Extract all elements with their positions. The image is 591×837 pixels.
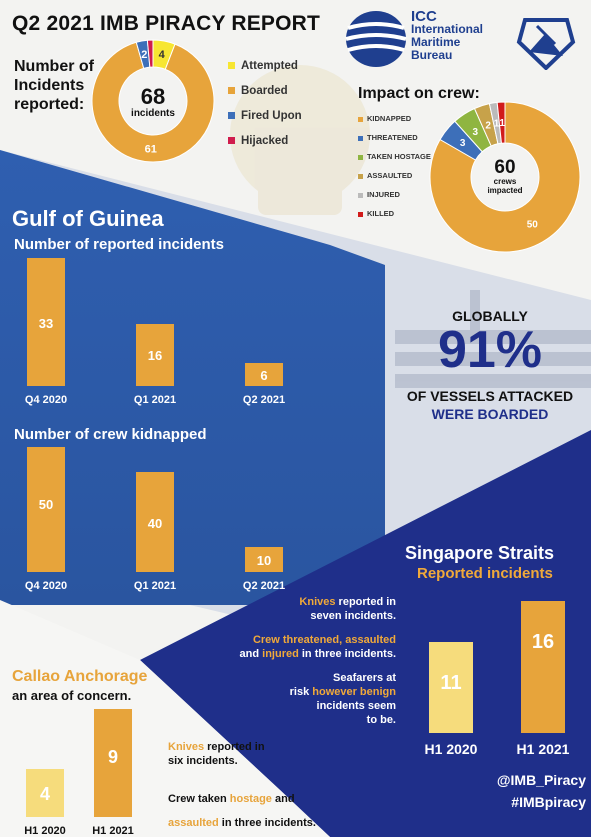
note-text: seven incidents. [310,610,396,622]
note-text: risk [289,686,313,698]
note-line [168,792,368,806]
x-tick-q2-2021: Q2 2021 [242,580,286,592]
slice-label-killed: 1 [499,118,505,130]
note-text: to be. [366,714,396,726]
gulf-kidnapped-chart [0,445,330,590]
x-tick-q4-2020: Q4 2020 [24,394,68,406]
icc-globe-icon [345,10,407,68]
logo-icc: ICC [411,8,437,25]
note-text: and [239,648,263,660]
legend-label: ASSAULTED [367,171,413,180]
bar-value-q2-2021: 6 [260,367,268,383]
x-tick-h1-2021: H1 2021 [516,741,570,757]
legend-label: Attempted [241,60,298,72]
note-line [210,713,396,727]
legend-item-fired-upon [228,110,302,122]
note-highlight: Crew threatened, assaulted [252,634,396,646]
note-line [168,740,368,754]
singapore-title: Singapore Straits [405,543,555,563]
crew-total-label-2: impacted [487,186,523,195]
bar-h1-2021 [521,601,565,733]
note-line [210,609,396,623]
singapore-notes [210,595,396,727]
incidents-total: 68 [140,84,166,109]
legend-item-taken-hostage [358,152,431,161]
note-line [210,647,396,661]
legend-item-hijacked [228,135,302,147]
legend-label: Boarded [241,85,288,97]
slice-label-taken-hostage: 3 [472,126,479,138]
slice-label-boarded: 61 [144,143,157,156]
note-text: in three incidents. [218,817,316,829]
legend-swatch [228,62,235,69]
note-line [168,778,368,792]
note-text: Crew taken [168,793,230,805]
logo-line3: Bureau [411,48,453,62]
gulf-kidnapped-title: Number of crew kidnapped [14,426,207,443]
note-text: and [271,793,295,805]
legend-item-injured [358,190,431,199]
social-hashtag[interactable]: #IMBpiracy [511,794,586,810]
legend-item-kidnapped [358,114,431,123]
legend-label: THREATENED [367,133,418,142]
slice-label-assaulted: 2 [485,120,491,132]
callao-notes [168,740,368,830]
legend-item-killed [358,209,431,218]
bar-value-h1-2020: 4 [39,784,50,804]
legend-label: INJURED [367,190,400,199]
legend-swatch [228,112,235,119]
logo-line1: International [411,22,484,36]
note-text: reported in [335,596,396,608]
incidents-label-1: Number of [14,58,94,75]
slice-label-threatened: 3 [459,138,466,150]
note-line [210,633,396,647]
crew-total: 60 [494,157,516,178]
callao-title: Callao Anchorage [12,668,148,685]
crew-impact-legend [358,114,431,228]
bar-value-q2-2021: 10 [256,553,272,568]
note-highlight: Knives [299,596,336,608]
note-highlight: assaulted [168,817,219,829]
incidents-label-2: Incidents [14,77,85,94]
legend-swatch [228,87,235,94]
bar-value-h1-2020: 11 [440,672,462,695]
logo-line2: Maritime [411,35,461,49]
note-line [210,685,396,699]
slice-label-kidnapped: 50 [526,219,538,231]
legend-swatch [358,212,363,217]
legend-swatch [358,117,363,122]
bar-value-q4-2020: 50 [38,497,54,512]
callao-chart [10,705,160,837]
legend-swatch [358,193,363,198]
note-line [168,816,368,830]
note-line [210,671,396,685]
global-line1: GLOBALLY [452,308,528,324]
crew-total-wrap [472,158,538,195]
global-line3: WERE BOARDED [431,406,549,422]
note-line [210,595,396,609]
slice-label-fired-upon: 2 [141,49,148,62]
note-line [168,754,368,768]
social-handle[interactable]: @IMB_Piracy [496,772,586,788]
incident-types-legend [228,60,302,160]
incidents-total-wrap [118,86,188,119]
note-text: reported in [204,741,265,753]
legend-label: KILLED [367,209,395,218]
bar-value-h1-2021: 16 [531,631,555,653]
legend-swatch [228,137,235,144]
global-line2: OF VESSELS ATTACKED [406,388,574,404]
legend-item-threatened [358,133,431,142]
note-highlight: hostage [229,793,272,805]
report-title: Q2 2021 IMB PIRACY REPORT [12,12,321,35]
callao-subtitle: an area of concern. [12,688,132,703]
singapore-chart [405,585,591,757]
legend-swatch [358,174,363,179]
icc-logo [345,8,585,70]
singapore-subtitle: Reported incidents [417,565,553,582]
x-tick-h1-2020: H1 2020 [24,825,66,837]
global-percent: 91% [437,321,543,379]
legend-item-boarded [228,85,302,97]
bar-value-q4-2020: 33 [38,315,54,331]
legend-label: TAKEN HOSTAGE [367,152,431,161]
legend-item-assaulted [358,171,431,180]
x-tick-q1-2021: Q1 2021 [133,580,177,592]
note-text: Seafarers at [333,672,396,684]
x-tick-h1-2021: H1 2021 [92,825,134,837]
gulf-incidents-title: Number of reported incidents [14,236,225,253]
bar-value-q1-2021: 40 [147,515,163,531]
x-tick-q1-2021: Q1 2021 [133,394,177,406]
x-tick-h1-2020: H1 2020 [424,741,478,757]
legend-label: Fired Upon [241,110,302,122]
legend-item-attempted [228,60,302,72]
slice-label-attempted: 4 [158,49,165,62]
bar-value-q1-2021: 16 [147,348,163,364]
x-tick-q4-2020: Q4 2020 [24,580,68,592]
crew-total-label-1: crews [493,177,517,186]
gulf-title: Gulf of Guinea [12,206,164,231]
legend-swatch [358,155,363,160]
gulf-incidents-chart [0,255,330,415]
incidents-label [14,57,94,114]
note-highlight: Knives [168,741,205,753]
note-line [210,699,396,713]
note-highlight: however benign [312,686,396,698]
crew-title: Impact on crew: [358,85,480,102]
legend-label: KIDNAPPED [367,114,412,123]
slice-label-injured: 1 [493,118,500,130]
note-highlight: injured [262,648,299,660]
note-text: six incidents. [168,755,238,767]
note-text: in three incidents. [298,648,396,660]
legend-label: Hijacked [241,135,289,147]
x-tick-q2-2021: Q2 2021 [242,394,286,406]
note-text: incidents seem [316,700,396,712]
imb-emblem-icon [515,12,577,70]
bar-value-h1-2021: 9 [107,747,118,767]
incidents-label-3: reported: [14,96,85,113]
incidents-total-label: incidents [131,108,175,119]
legend-swatch [358,136,363,141]
